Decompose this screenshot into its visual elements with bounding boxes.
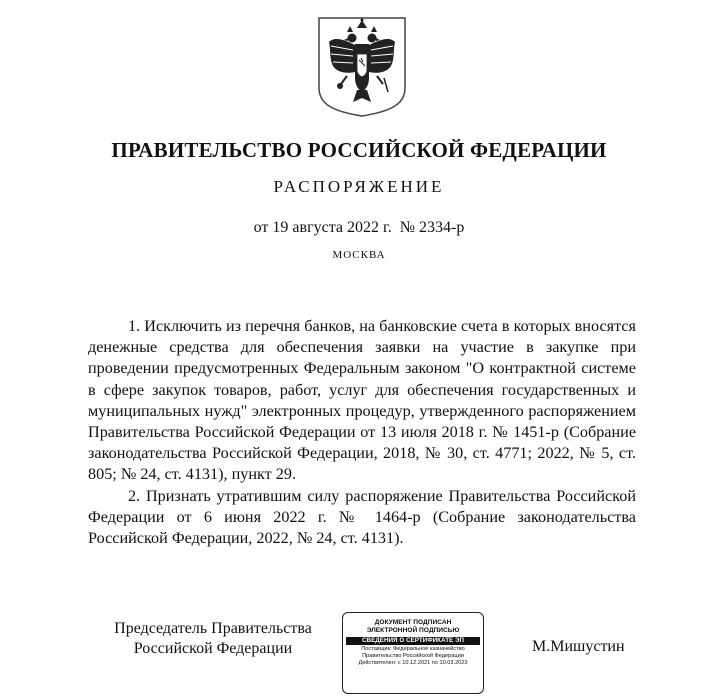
signatory-position: [88, 619, 338, 659]
paragraph-2: 2. Признать утратившим силу распоряжение Правительства Российской Федерации от 6 июня 2022 г. № 1464-р (Собрание законодательства Российской Федерации, 2022, № 24, ст. 4131).: [88, 486, 636, 548]
electronic-signature-stamp: [342, 612, 484, 694]
document-number: № 2334-р: [399, 219, 465, 236]
signatory-position-line2: Российской Федерации: [133, 640, 293, 657]
coat-of-arms-emblem: [317, 16, 407, 118]
signatory-name: М.Мишустин: [532, 638, 625, 655]
document-date: от 19 августа 2022 г.: [253, 219, 392, 236]
stamp-owner: Правительство Российской Федерации: [362, 653, 464, 659]
document-date-line: [0, 219, 718, 237]
document-type: РАСПОРЯЖЕНИЕ: [273, 177, 445, 196]
stamp-line2: ЭЛЕКТРОННОЙ ПОДПИСЬЮ: [366, 627, 460, 634]
stamp-line1: ДОКУМЕНТ ПОДПИСАН: [374, 619, 452, 626]
document-city: МОСКВА: [332, 249, 386, 261]
stamp-certificate-header: СВЕДЕНИЯ О СЕРТИФИКАТЕ ЭП: [346, 637, 480, 645]
stamp-validity: Действителен: с 10.12.2021 по 10.03.2023: [358, 660, 468, 666]
stamp-issuer: Поставщик: Федеральное казначейство: [361, 646, 465, 652]
document-body: [88, 316, 636, 549]
government-title: ПРАВИТЕЛЬСТВО РОССИЙСКОЙ ФЕДЕРАЦИИ: [111, 138, 607, 162]
paragraph-1: 1. Исключить из перечня банков, на банковские счета в которых вносятся денежные средства для обеспечения заявки на участие в закупке при проведении предусмотренных Федеральным законом "О контрактной системе в сфере закупок товаров, работ, услуг для обеспечения государственных и муниципальных нужд" электронных процедур, утвержденного распоряжением Правительства Российской Федерации от 13 июля 2018 г. № 1451-р (Собрание законодательства Российской Федерации, 2018, № 30, ст. 4771; 2022, № 5, ст. 805; № 24, ст. 4131), пункт 29.: [88, 317, 636, 484]
signatory-position-line1: Председатель Правительства: [114, 620, 312, 637]
